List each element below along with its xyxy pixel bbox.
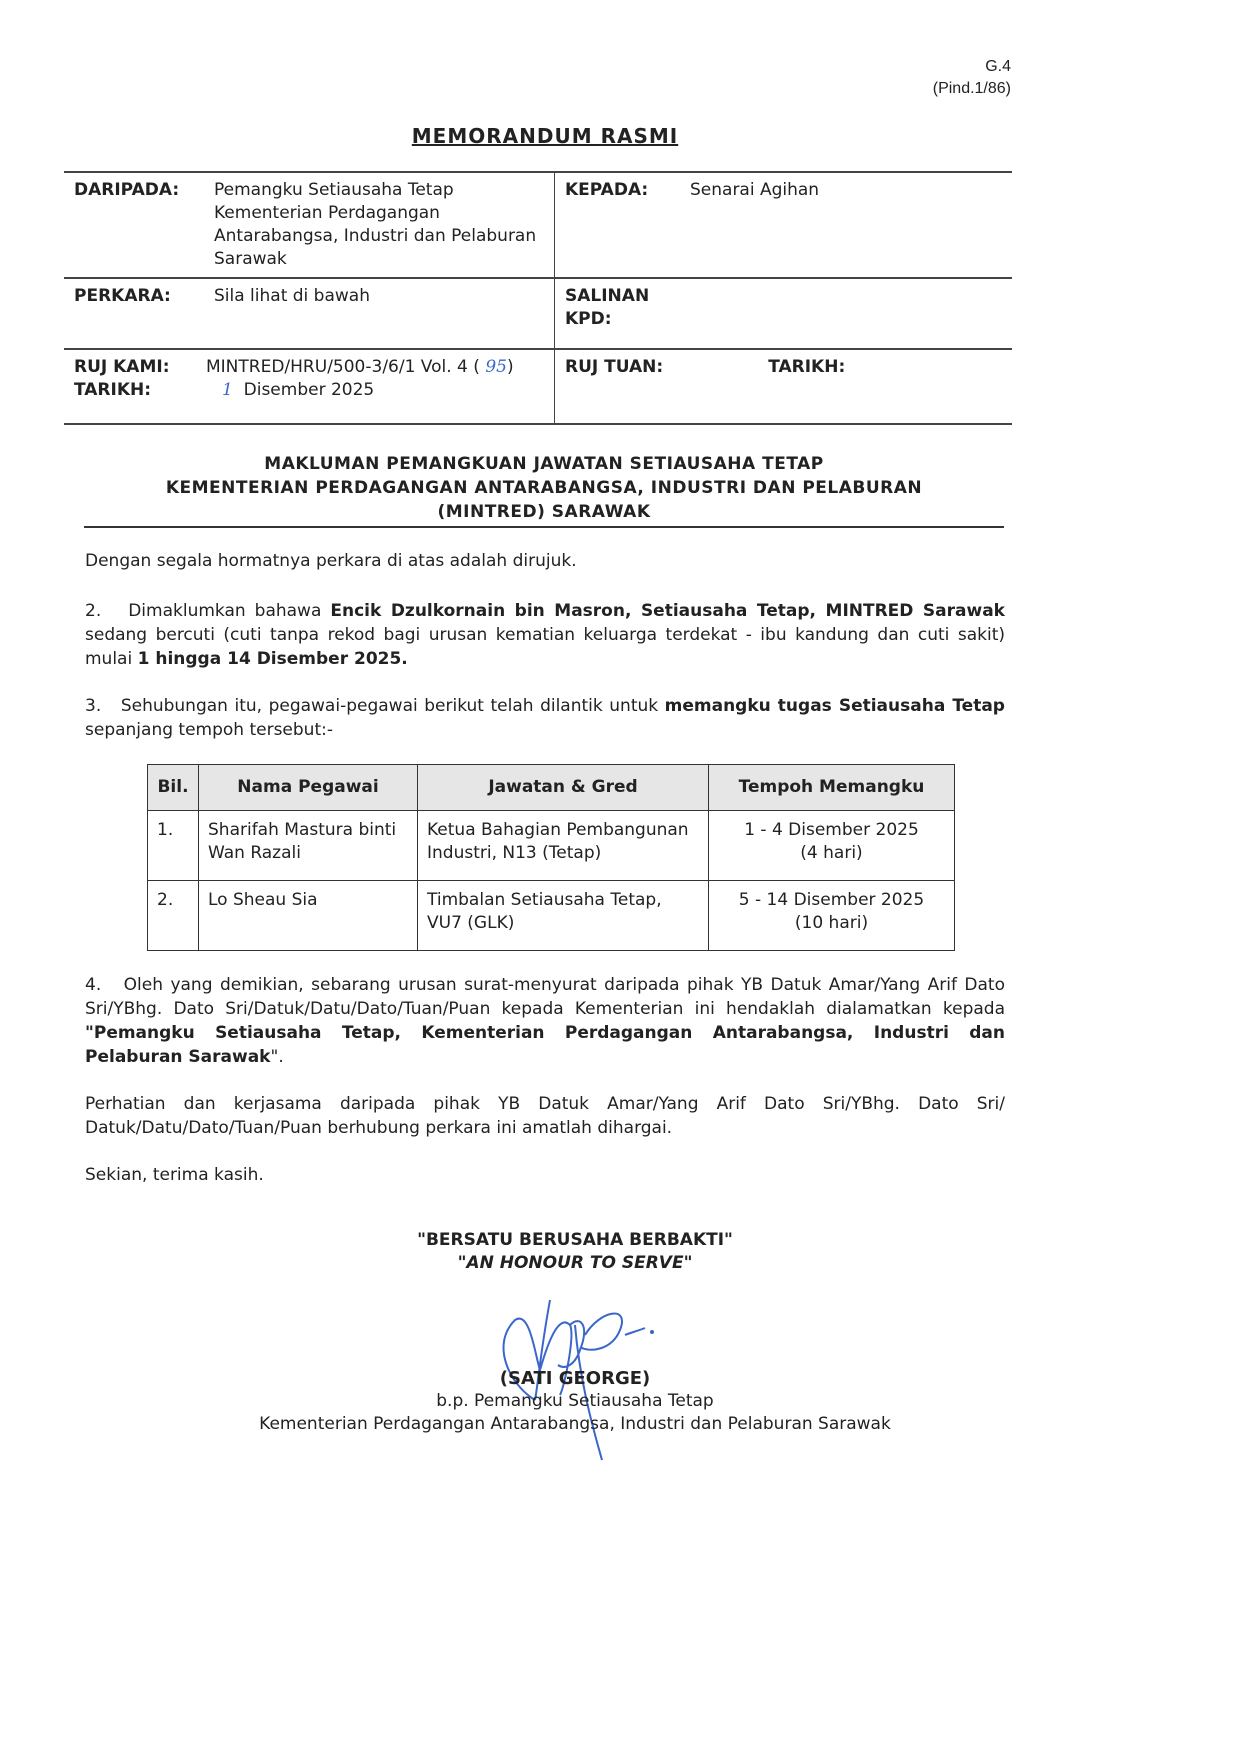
ruj-tuan-label: RUJ TUAN: TARIKH: [565,357,846,377]
signatory-ministry: Kementerian Perdagangan Antarabangsa, Industri dan Pelaburan Sarawak [259,1414,891,1434]
perkara-label: PERKARA: [74,286,171,306]
memo-header-table [64,171,1012,425]
kepada-value: Senarai Agihan [690,180,820,200]
memo-title: MEMORANDUM RASMI [411,124,679,148]
perkara-value: Sila lihat di bawah [204,278,555,349]
subject-heading: MAKLUMAN PEMANGKUAN JAWATAN SETIAUSAHA TETAP KEMENTERIAN PERDAGANGAN ANTARABANGSA, INDUSTRI DAN PELABURAN (MINTRED) SARAWAK [84,452,1004,528]
motto: "BERSATU BERUSAHA BERBAKTI" [417,1230,733,1250]
paragraph-3: 3. Sehubungan itu, pegawai-pegawai berikut telah dilantik untuk memangku tugas Setiausaha Tetap sepanjang tempoh tersebut:- [85,696,1005,740]
paragraph-1: Dengan segala hormatnya perkara di atas adalah dirujuk. [85,551,577,571]
acting-officers-table [147,764,955,951]
form-code: G.4 (Pind.1/86) [932,58,1011,97]
motto-english: "AN HONOUR TO SERVE" [457,1253,693,1273]
table-header-row: Bil. Nama Pegawai Jawatan & Gred Tempoh Memangku [148,765,955,811]
signatory-name: (SATI GEORGE) [499,1368,651,1389]
handwritten-number: 95 [485,357,507,377]
ruj-kami-label: RUJ KAMI: TARIKH: [74,357,170,400]
salinan-label: SALINAN KPD: [565,286,650,329]
signatory-position: b.p. Pemangku Setiausaha Tetap [436,1391,714,1411]
kepada-label: KEPADA: [565,180,649,200]
daripada-value: Pemangku Setiausaha Tetap Kementerian Perdagangan Antarabangsa, Industri dan Pelaburan Sarawak [204,172,555,278]
table-row: 1. Sharifah Mastura binti Wan Razali Ketua Bahagian Pembangunan Industri, N13 (Tetap) 1 - 4 Disember 2025 (4 hari) [148,811,955,881]
paragraph-5: Perhatian dan kerjasama daripada pihak YB Datuk Amar/Yang Arif Dato Sri/YBhg. Dato Sri/ Datuk/Datu/Dato/Tuan/Puan berhubung perkara ini amatlah dihargai. [85,1094,1005,1138]
daripada-label: DARIPADA: [74,180,180,200]
paragraph-6: Sekian, terima kasih. [85,1165,264,1185]
paragraph-4: 4. Oleh yang demikian, sebarang urusan surat-menyurat daripada pihak YB Datuk Amar/Yang Arif Dato Sri/YBhg. Dato Sri/Datuk/Datu/Dato/Tuan/Puan kepada Kementerian ini hendaklah dialamatkan kepada "Pemangku Setiausaha Tetap, Kementerian Perdagangan Antarabangsa, Industri dan Pelaburan Sarawak". [85,975,1005,1067]
table-row: 2. Lo Sheau Sia Timbalan Setiausaha Tetap, VU7 (GLK) 5 - 14 Disember 2025 (10 hari) [148,881,955,951]
ruj-kami-value: MINTRED/HRU/500-3/6/1 Vol. 4 ( 95) 1 Disember 2025 [204,349,555,424]
handwritten-day: 1 [222,380,233,400]
paragraph-2: 2. Dimaklumkan bahawa Encik Dzulkornain bin Masron, Setiausaha Tetap, MINTRED Sarawak sedang bercuti (cuti tanpa rekod bagi urusan kematian keluarga terdekat - ibu kandung dan cuti sakit) mulai 1 hingga 14 Disember 2025. [85,601,1005,669]
